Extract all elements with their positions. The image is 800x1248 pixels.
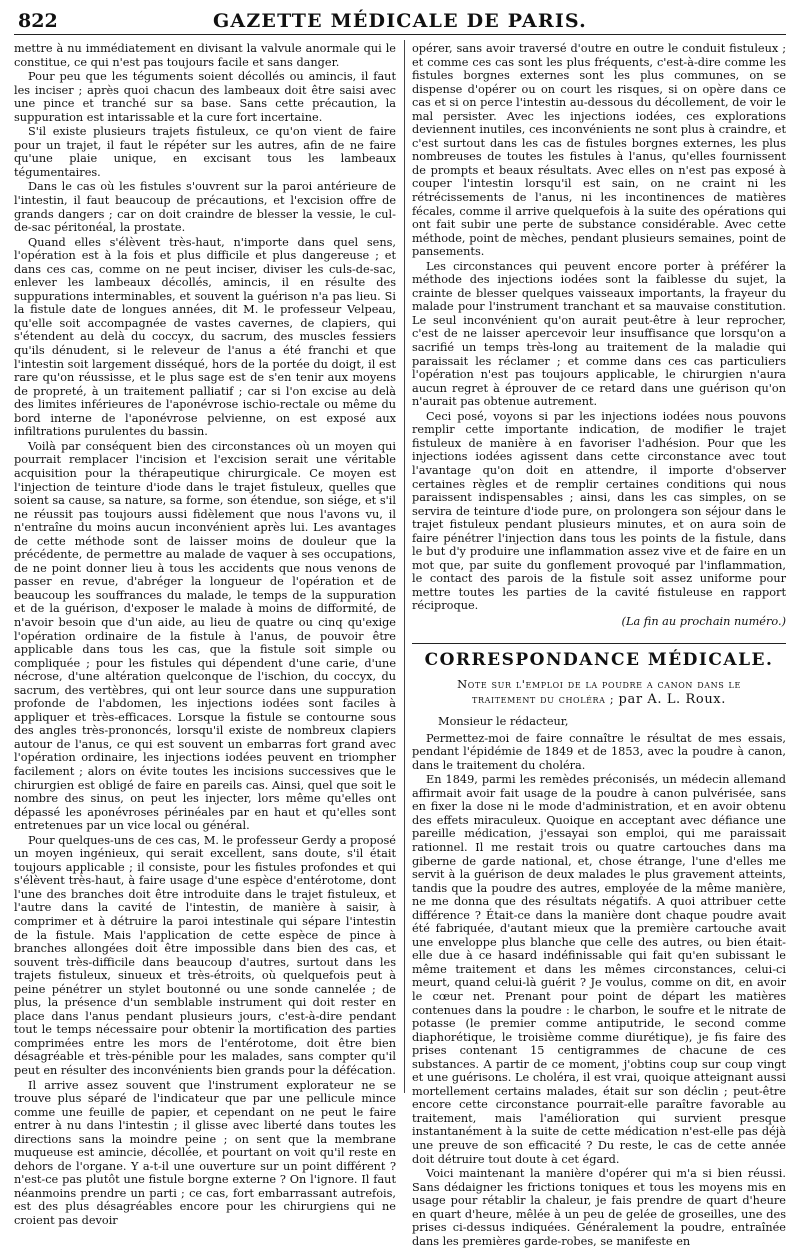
left-column	[14, 42, 396, 1228]
paragraph: opérer, sans avoir traversé d'outre en outre le conduit fistuleux ; et comme ces cas sont les plus fréquents, c'est-à-dire comme les fistules borgnes externes sont les plus communes, on se dispense d'opérer ou on court les risques, si on opère dans ce cas et si on perce l'intestin au-dessous du décollement, de voir le mal persister. Avec les injections iodées, ces explorations deviennent inutiles, ces inconvénients ne sont plus à craindre, et c'est surtout dans les cas de fistules borgnes externes, les plus nombreuses de toutes les fistules à l'anus, qu'elles fournissent de prompts et beaux résultats. Avec elles on n'est pas exposé à couper l'intestin lorsqu'il est sain, on ne craint ni les rétrécissements de l'anus, ni les incontinences de matières fécales, comme il arrive quelquefois à la suite des opérations qui ont fait subir une perte de substance considérable. Avec cette méthode, point de mèches, pendant plusieurs semaines, point de pansements.	[412, 42, 786, 259]
column-divider	[404, 40, 405, 1093]
paragraph: Dans le cas où les fistules s'ouvrent sur la paroi antérieure de l'intestin, il faut beaucoup de précautions, et l'excision offre de grands dangers ; car on doit craindre de blesser la vessie, le cul-de-sac péritonéal, la prostate.	[14, 180, 396, 235]
continuation-note: (La fin au prochain numéro.)	[621, 614, 786, 628]
article-author: par A. L. Roux.	[618, 692, 726, 708]
paragraph: S'il existe plusieurs trajets fistuleux, ce qu'on vient de faire pour un trajet, il faut le répéter sur les autres, afin de ne faire qu'une plaie unique, en excisant tous les lambeaux tégumentaires.	[14, 125, 396, 179]
paragraph: Pour quelques-uns de ces cas, M. le professeur Gerdy a proposé un moyen ingénieux, qui serait excellent, sans doute, s'il était toujours applicable ; il consiste, pour les fistules profondes et qui s'élèvent très-haut, à faire usage d'une espèce d'entérotome, dont l'une des branches doit être introduite dans le trajet fistuleux, et l'autre dans la cavité de l'intestin, de manière à saisir, à comprimer et à détruire la paroi intestinale qui sépare l'intestin de la fistule. Mais l'application de cette espèce de pince à branches allongées doit être impossible dans bien des cas, et souvent très-difficile dans beaucoup d'autres, surtout dans les trajets fistuleux, sinueux et très-étroits, où quelquefois peut à peine pénétrer un stylet boutonné ou une sonde cannelée ; de plus, la présence d'un semblable instrument qui doit rester en place dans l'anus pendant plusieurs jours, c'est-à-dire pendant tout le temps nécessaire pour obtenir la mortification des parties comprimées entre les mors de l'entérotome, doit être bien désagréable et très-pénible pour les malades, sans compter qu'il peut en résulter des inconvénients bien grands pour la défécation.	[14, 833, 396, 1078]
page-number: 822	[18, 10, 58, 32]
paragraph: Pour peu que les téguments soient décollés ou amincis, il faut les inciser ; après quoi chacun des lambeaux doit être saisi avec une pince et tranché sur sa base. Sans cette précaution, la suppuration est intarissable et la cure fort incertaine.	[14, 70, 396, 124]
article-title-line: traitement du choléra ;	[472, 692, 615, 707]
right-column	[412, 42, 786, 1248]
running-title: GAZETTE MÉDICALE DE PARIS.	[213, 10, 587, 32]
section-rule	[412, 643, 786, 644]
paragraph: mettre à nu immédiatement en divisant la valvule anormale qui le constitue, ce qui n'est pas toujours facile et sans danger.	[14, 42, 396, 69]
page-header	[14, 8, 786, 35]
salutation: Monsieur le rédacteur,	[438, 715, 569, 729]
paragraph: Les circonstances qui peuvent encore porter à préférer la méthode des injections iodées sont la faiblesse du sujet, la crainte de blesser quelques vaisseaux importants, la frayeur du malade pour l'instrument tranchant et sa mauvaise constitution. Le seul inconvénient qu'on aurait peut-être à leur reprocher, c'est de ne laisser apercevoir leur insuffisance que lorsqu'on a sacrifié un temps très-long au traitement de la maladie qui paraissait les réclamer ; et comme dans ces cas particuliers l'opération n'est pas toujours applicable, le chirurgien n'aura aucun regret à éprouver de ce retard dans une guérison qu'on n'aurait pas obtenue autrement.	[412, 259, 786, 409]
paragraph: Permettez-moi de faire connaître le résultat de mes essais, pendant l'épidémie de 1849 et de 1853, avec la poudre à canon, dans le traitement du choléra.	[412, 731, 786, 772]
paragraph: Voilà par conséquent bien des circonstances où un moyen qui pourrait remplacer l'incision et l'excision serait une véritable acquisition pour la thérapeutique chirurgicale. Ce moyen est l'injection de teinture d'iode dans le trajet fistuleux, quelles que soient sa cause, sa nature, sa forme, son étendue, son siége, et s'il ne réussit pas toujours aussi fidèlement que nous l'avons vu, il n'entraîne du moins aucun inconvénient après lui. Les avantages de cette méthode sont de laisser moins de douleur que la précédente, de permettre au malade de vaquer à ses occupations, de ne point donner lieu à tous les accidents que nous venons de passer en revue, d'abréger la longueur de l'opération et de beaucoup les souffrances du malade, le temps de la suppuration et de la guérison, d'exposer le malade à moins de difformité, de n'avoir besoin que d'un aide, au lieu de quatre ou cinq qu'exige l'opération ordinaire de la fistule à l'anus, de pouvoir être applicable dans tous les cas, que la fistule soit simple ou compliquée ; pour les fistules qui dépendent d'une carie, d'une nécrose, d'une altération quelconque de l'ischion, du coccyx, du sacrum, des vertèbres, qui ont leur source dans une suppuration profonde de l'abdomen, les injections iodées sont faciles à appliquer et très-efficaces. Lorsque la fistule se contourne sous des angles très-prononcés, lorsqu'il existe de nombreux clapiers autour de l'anus, ce qui est souvent un embarras fort grand avec l'opération ordinaire, les injections iodées peuvent en triompher facilement ; alors on évite toutes les incisions successives que le chirurgien est obligé de faire en pareils cas. Ainsi, quel que soit le nombre des sinus, on peut les injecter, lors même qu'elles ont dépassé les aponévroses périnéales par en haut et qu'elles sont entretenues par un vice local ou général.	[14, 439, 396, 833]
section-title: CORRESPONDANCE MÉDICALE.	[424, 649, 774, 670]
paragraph: Voici maintenant la manière d'opérer qui m'a si bien réussi. Sans dédaigner les frictions toniques et tous les moyens mis en usage pour rétablir la chaleur, je fais prendre de quart d'heure en quart d'heure, mêlée à un peu de gelée de groseilles, une des prises ci-dessus indiquées. Généralement la poudre, entraînée dans les premières garde-robes, se manifeste en	[412, 1167, 786, 1248]
paragraph: Quand elles s'élèvent très-haut, n'importe dans quel sens, l'opération est à la fois et plus difficile et plus dangereuse ; et dans ces cas, comme on ne peut inciser, diviser les culs-de-sac, enlever les lambeaux décollés, amincis, il en résulte des suppurations interminables, et souvent la guérison n'a pas lieu. Si la fistule date de longues années, dit M. le professeur Velpeau, qu'elle soit accompagnée de vastes cavernes, de clapiers, qui s'étendent au delà du coccyx, du sacrum, des muscles fessiers qu'ils dénudent, si le releveur de l'anus a été franchi et que l'intestin soit largement disséqué, hors de la portée du doigt, il est rare qu'on réussisse, et le plus sage est de s'en tenir aux moyens de propreté, à un traitement palliatif ; car si l'on excise au delà des limites inférieures de l'aponévrose ischio-rectale ou même du bord interne de l'aponévrose pelvienne, on est exposé aux infiltrations purulentes du bassin.	[14, 235, 396, 439]
article-title	[412, 677, 786, 707]
paragraph: En 1849, parmi les remèdes préconisés, un médecin allemand affirmait avoir fait usage de la poudre à canon pulvérisée, sans en fixer la dose ni le mode d'administration, et en avoir obtenu des effets miraculeux. Quoique en acceptant avec défiance une pareille médication, j'essayai son emploi, qui me paraissait rationnel. Il me restait trois ou quatre cartouches dans ma giberne de garde national, et, chose étrange, l'une d'elles me servit à la guérison de deux malades le plus gravement atteints, tandis que la poudre des autres, employée de la même manière, ne me donna que des résultats négatifs. A quoi attribuer cette différence ? Était-ce dans la manière dont chaque poudre avait été fabriquée, d'autant mieux que la première cartouche avait une enveloppe plus blanche que celle des autres, ou bien était-elle due à ce hasard indéfinissable qui fait qu'en subissant le même traitement et dans les mêmes circonstances, celui-ci meurt, quand celui-là guérit ? Je voulus, comme on dit, en avoir le cœur net. Prenant pour point de départ les matières contenues dans la poudre : le charbon, le soufre et le nitrate de potasse (le premier comme antiputride, le second comme diaphorétique, le troisième comme diurétique), je fis faire des prises contenant 15 centigrammes de chacune de ces substances. A partir de ce moment, j'obtins coup sur coup vingt et une guérisons. Le choléra, il est vrai, quoique atteignant aussi mortellement certains malades, était sur son déclin ; peut-être encore cette circonstance pourrait-elle paraître favorable au traitement, mais l'amélioration qui survient presque instantanément à la suite de cette médication n'est-elle pas déjà une preuve de son efficacité ? Du reste, le cas de cette année doit détruire tout doute à cet égard.	[412, 773, 786, 1166]
article-title-line: Note sur l'emploi de la poudre a canon dans le	[457, 677, 741, 692]
paragraph: Ceci posé, voyons si par les injections iodées nous pouvons remplir cette importante indication, de modifier le trajet fistuleux de manière à en favoriser l'adhésion. Pour que les injections iodées agissent dans cette circonstance avec tout l'avantage qu'on doit en attendre, il importe d'observer certaines règles et de remplir certaines conditions qui nous paraissent indispensables ; ainsi, dans les cas simples, on se servira de teinture d'iode pure, on prolongera son séjour dans le trajet fistuleux pendant plusieurs minutes, et on aura soin de faire pénétrer l'injection dans tous les points de la fistule, dans le but d'y produire une inflammation assez vive et de faire en un mot que, par suite du gonflement provoqué par l'inflammation, le contact des parois de la fistule soit assez uniforme pour mettre toutes les parties de la cavité fistuleuse en rapport réciproque.	[412, 409, 786, 613]
paragraph: Il arrive assez souvent que l'instrument explorateur ne se trouve plus séparé de l'indicateur que par une pellicule mince comme une feuille de papier, et cependant on ne peut le faire entrer à nu dans l'intestin ; il glisse avec liberté dans toutes les directions sans la moindre peine ; on sent que la membrane muqueuse est amincie, décollée, et pourtant on voit qu'il reste en dehors de l'organe. Y a-t-il une ouverture sur un point différent ? n'est-ce pas plutôt une fistule borgne externe ? On l'ignore. Il faut néanmoins prendre un parti ; ce cas, fort embarrassant autrefois, est des plus désagréables encore pour les chirurgiens qui ne croient pas devoir	[14, 1078, 396, 1228]
